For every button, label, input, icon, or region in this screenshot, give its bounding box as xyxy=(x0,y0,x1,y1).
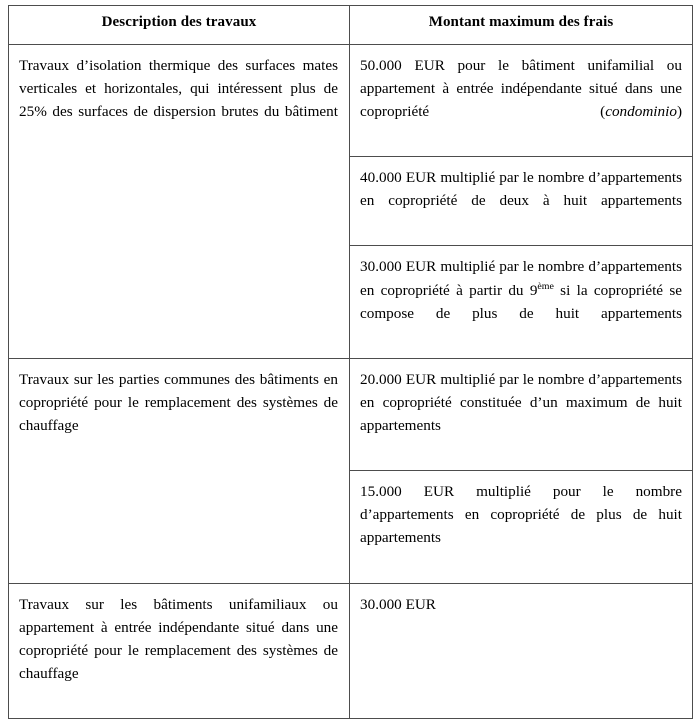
amount-cell-group xyxy=(350,44,693,358)
amount-text-after: si la copropriété se compose de plus de huit appartements xyxy=(360,281,682,322)
amount-text: 30.000 EUR xyxy=(360,595,436,613)
ordinal-superscript: ème xyxy=(537,280,554,292)
amount-cell-group xyxy=(350,583,693,718)
description-text: Travaux d’isolation thermique des surfaces mates verticales et horizontales, qui intéressent plus de 25% des surfaces de dispersion brutes du bâtiment xyxy=(19,56,338,120)
amount-text: 15.000 EUR multiplié pour le nombre d’appartements en copropriété de plus de huit appartements xyxy=(360,483,682,547)
description-text: Travaux sur les parties communes des bâtiments en copropriété pour le remplacement des systèmes de chauffage xyxy=(19,370,338,434)
amount-text-before: 30.000 EUR multiplié par le nombre d’appartements en copropriété à partir du 9 xyxy=(360,258,682,299)
amount-text: 40.000 EUR multiplié par le nombre d’appartements en copropriété de deux à huit appartements xyxy=(360,169,682,210)
amount-text xyxy=(360,255,682,347)
description-text: Travaux sur les bâtiments unifamiliaux ou appartement à entrée indépendante situé dans une copropriété pour le remplacement des systèmes de chauffage xyxy=(19,595,338,682)
description-cell xyxy=(9,358,350,583)
amount-sub-cell xyxy=(350,359,692,470)
amount-text-before: 50.000 EUR pour le bâtiment unifamilial ou appartement à entrée indépendante situé dans une copropriété ( xyxy=(360,56,682,120)
eligible-works-cost-table xyxy=(8,5,693,719)
description-cell xyxy=(9,44,350,358)
amount-text xyxy=(360,54,682,146)
header-montant-maximum-des-frais: Montant maximum des frais xyxy=(350,6,693,45)
table-header-row xyxy=(9,6,693,45)
amount-italic-term: condominio xyxy=(605,102,677,120)
table-header xyxy=(9,6,693,45)
amount-sub-cell xyxy=(350,45,692,156)
amount-sub-cell xyxy=(350,245,692,357)
table-row xyxy=(9,583,693,718)
table-body xyxy=(9,44,693,718)
amount-text-after: ) xyxy=(676,102,682,120)
amount-sub-cell xyxy=(350,584,692,626)
amount-cell-group xyxy=(350,358,693,583)
amount-text: 20.000 EUR multiplié par le nombre d’appartements en copropriété constituée d’un maximum de huit appartements xyxy=(360,370,682,434)
table-row xyxy=(9,44,693,358)
table-row xyxy=(9,358,693,583)
description-cell xyxy=(9,583,350,718)
amount-sub-cell xyxy=(350,156,692,245)
header-description-des-travaux: Description des travaux xyxy=(9,6,350,45)
amount-sub-cell xyxy=(350,470,692,582)
